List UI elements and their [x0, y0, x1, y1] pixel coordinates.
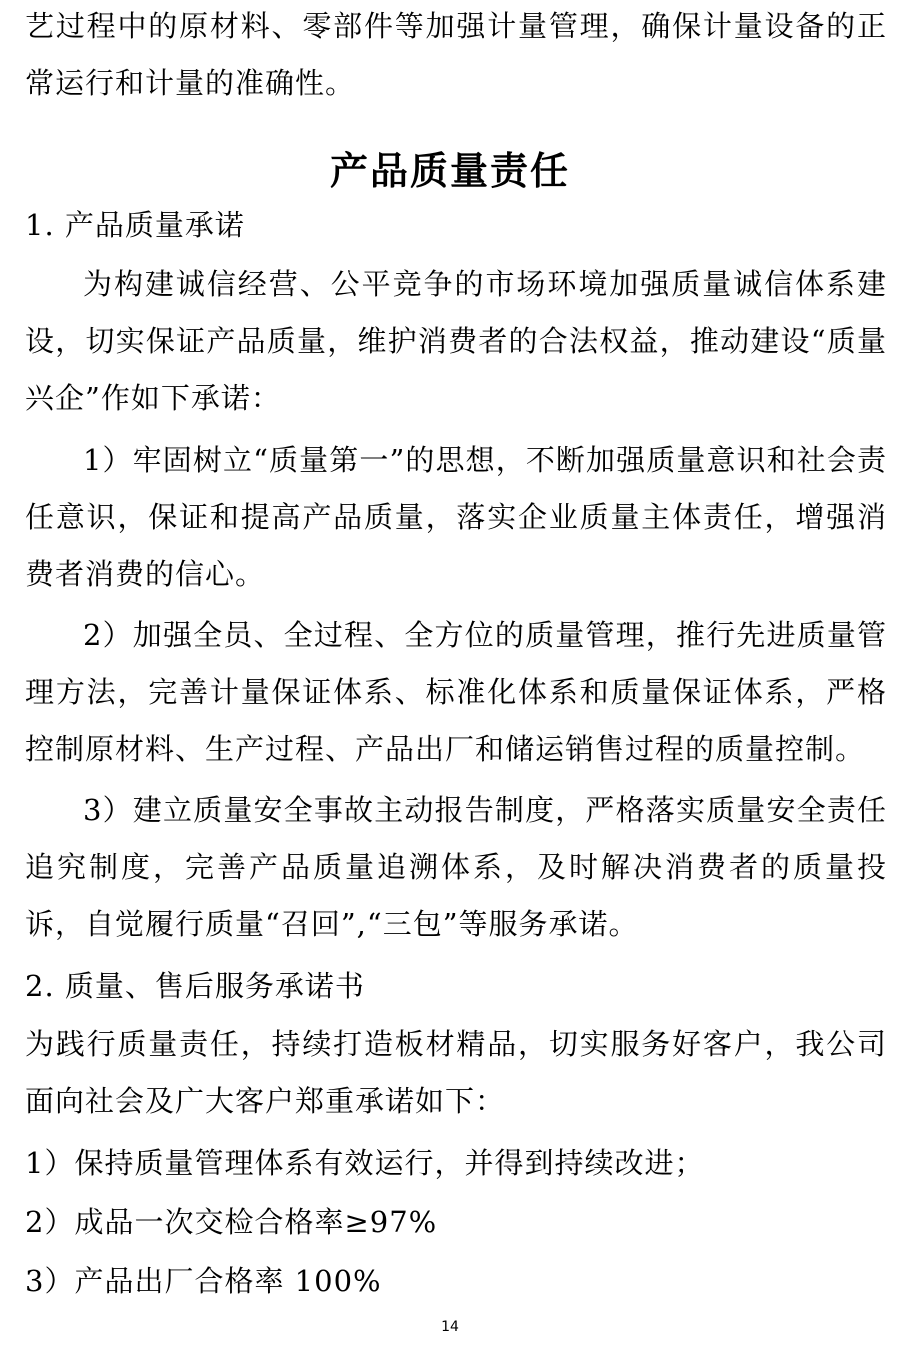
section1-item-1: 1）牢固树立“质量第一”的思想，不断加强质量意识和社会责任意识，保证和提高产品质量，落实企业质量主体责任，增强消费者消费的信心。 [25, 443, 887, 591]
section-heading: 产品质量责任 [329, 148, 570, 193]
section2-item-1: 1）保持质量管理体系有效运行，并得到持续改进； [25, 1146, 705, 1180]
section1-item-3: 3）建立质量安全事故主动报告制度，严格落实质量安全责任追究制度，完善产品质量追溯体系，及时解决消费者的质量投诉，自觉履行质量“召回”,“三包”等服务承诺。 [25, 793, 887, 941]
page-number: 14 [441, 1319, 459, 1335]
section2-title: 2. 质量、售后服务承诺书 [25, 969, 365, 1003]
section2-intro-paragraph: 为践行质量责任，持续打造板材精品，切实服务好客户，我公司面向社会及广大客户郑重承诺如下： [25, 1027, 887, 1118]
section2-item-2: 2）成品一次交检合格率≥97% [25, 1205, 438, 1239]
intro-paragraph: 艺过程中的原材料、零部件等加强计量管理，确保计量设备的正常运行和计量的准确性。 [25, 9, 887, 100]
section1-item-2: 2）加强全员、全过程、全方位的质量管理，推行先进质量管理方法，完善计量保证体系、标准化体系和质量保证体系，严格控制原材料、生产过程、产品出厂和储运销售过程的质量控制。 [25, 618, 887, 766]
section1-intro-paragraph: 为构建诚信经营、公平竞争的市场环境加强质量诚信体系建设，切实保证产品质量，维护消费者的合法权益，推动建设“质量兴企”作如下承诺： [25, 267, 887, 415]
section1-title: 1. 产品质量承诺 [25, 208, 245, 242]
section2-item-3: 3）产品出厂合格率 100% [25, 1264, 382, 1298]
